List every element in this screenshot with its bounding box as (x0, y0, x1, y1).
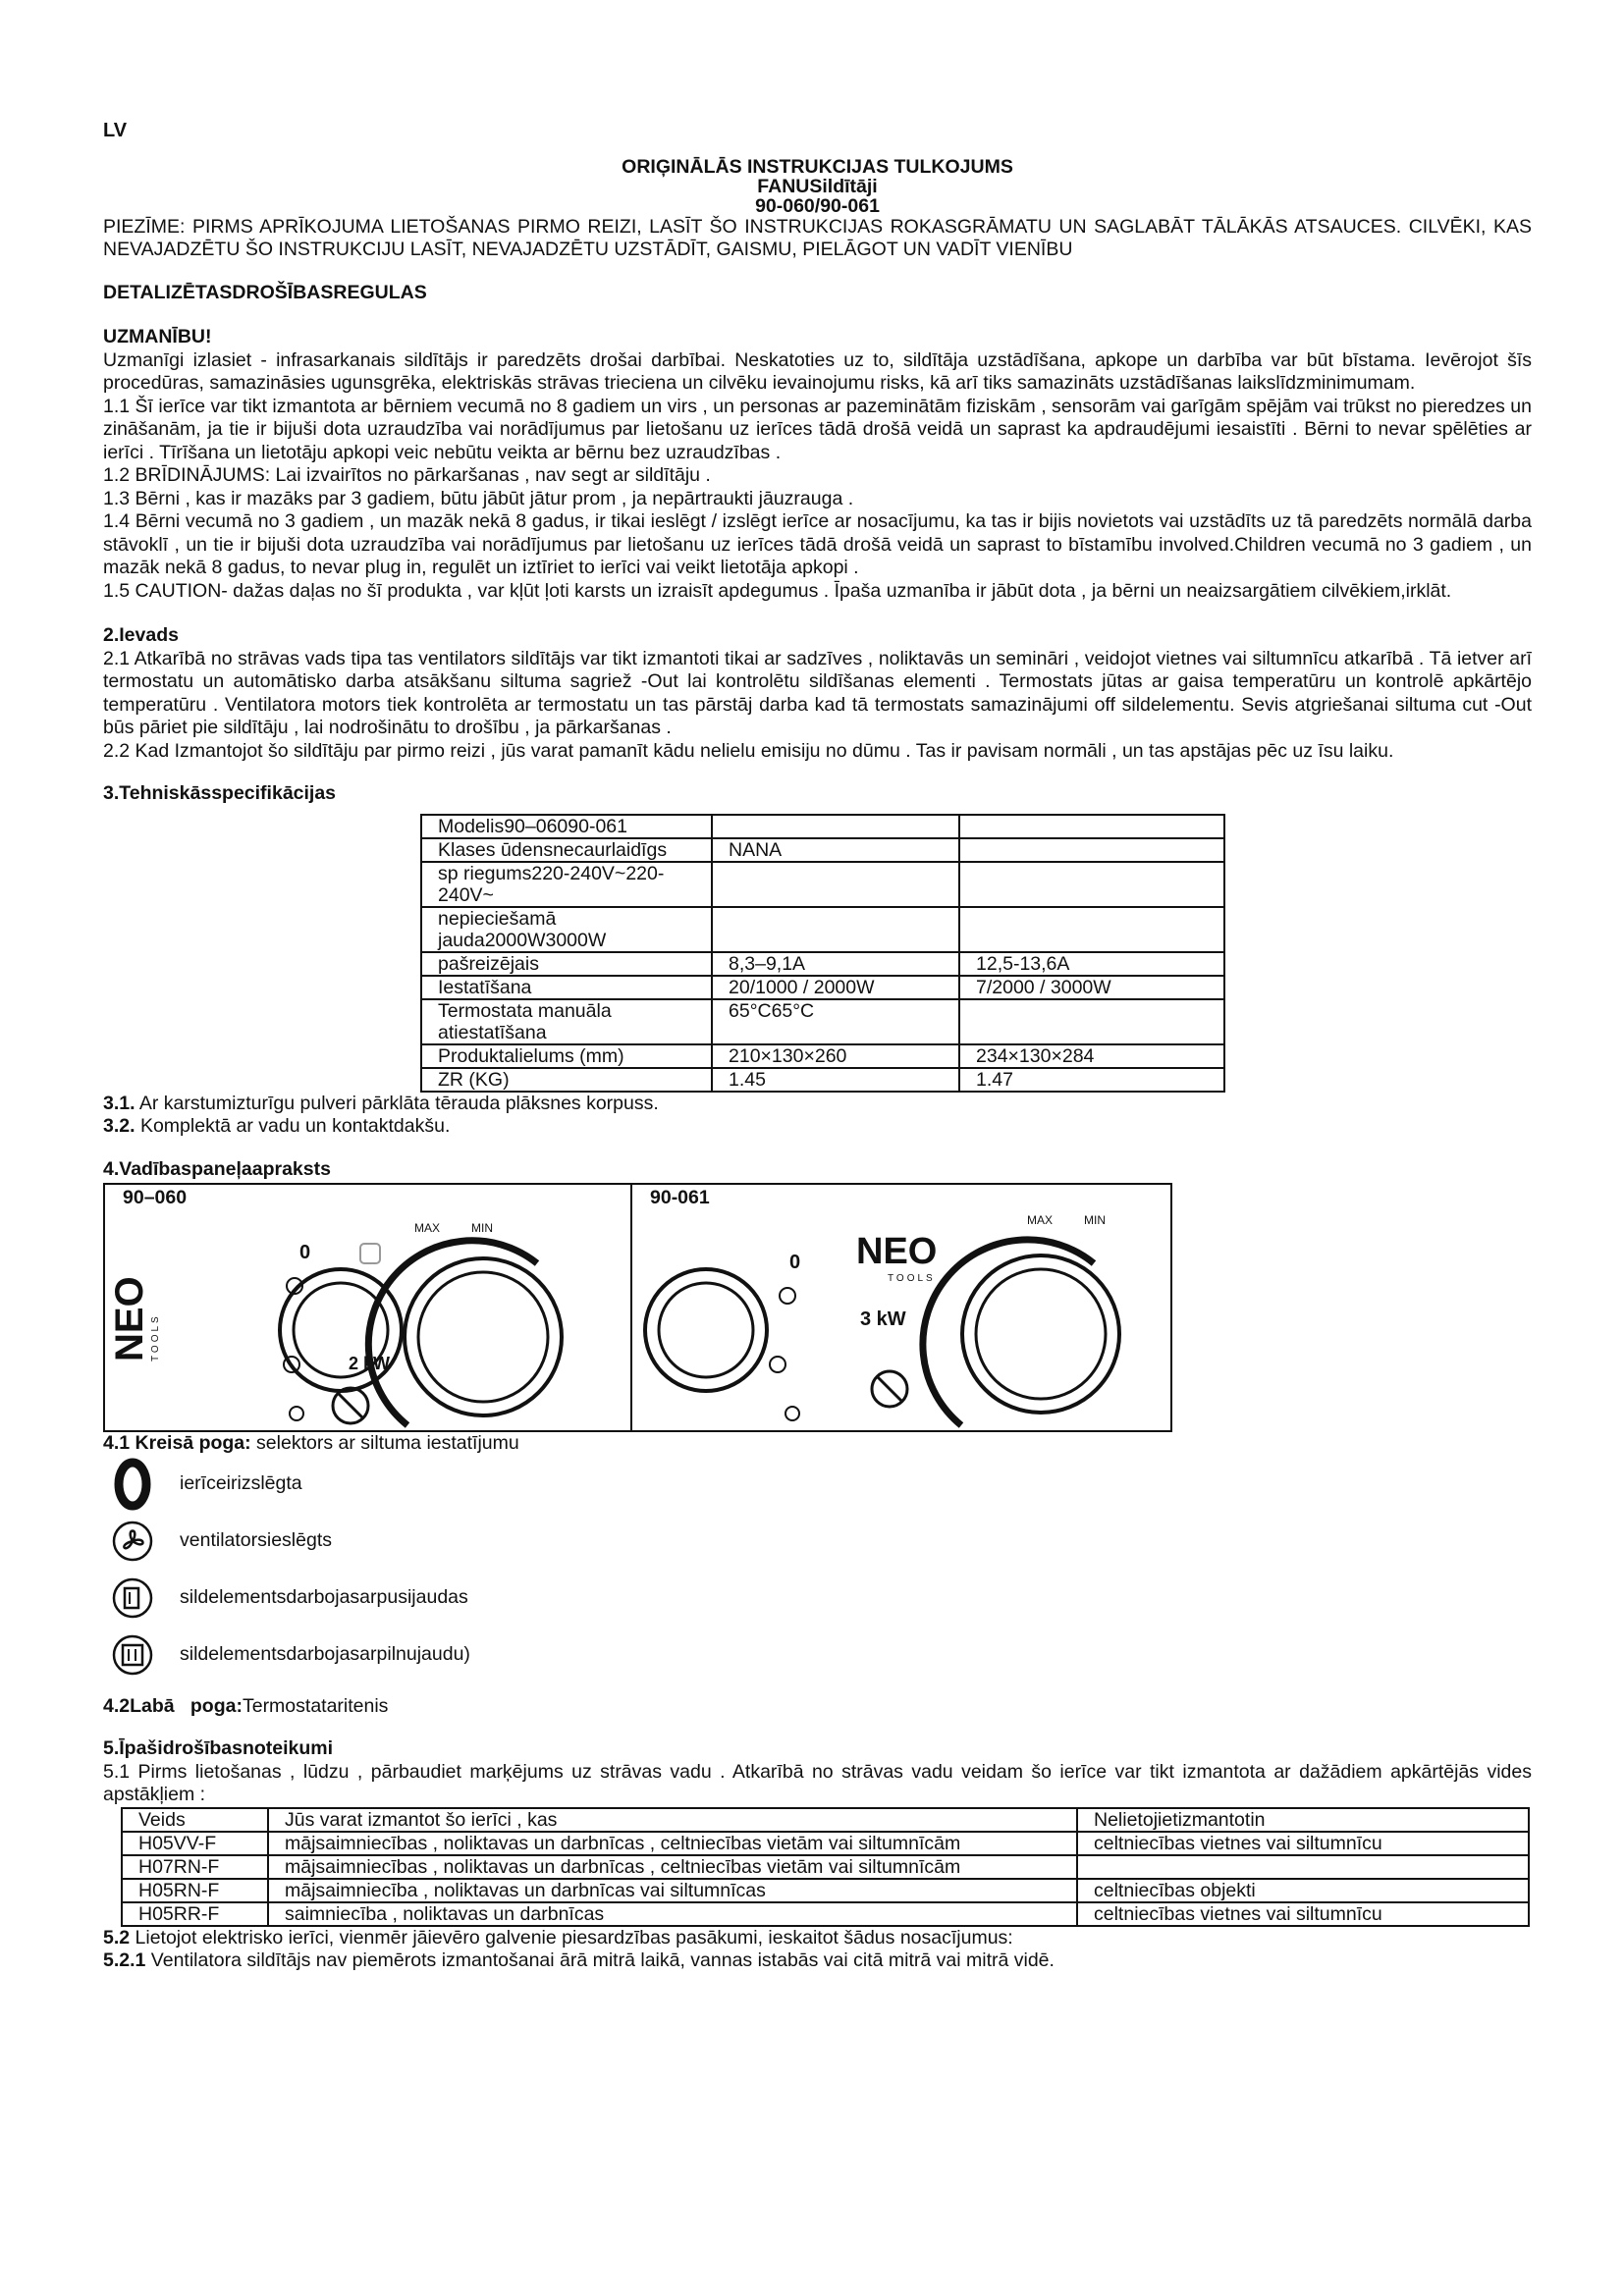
spec-cell: Klases ūdensnecaurlaidīgs (421, 838, 712, 862)
document-page (103, 120, 1532, 1973)
document-title (103, 157, 1532, 216)
spec-row (421, 838, 1224, 862)
cable-cell: H07RN-F (122, 1855, 268, 1879)
left-knob-num: 4.1 Kreisā poga: (103, 1432, 251, 1454)
cable-cell: H05RN-F (122, 1879, 268, 1902)
right-knob-text: Termostataritenis (242, 1694, 389, 1717)
spec-cell: 234×130×284 (959, 1044, 1224, 1068)
max-label: MAX (414, 1221, 441, 1235)
spec-cell: 12,5-13,6A (959, 952, 1224, 976)
left-knob-text: selektors ar siltuma iestatījumu (250, 1432, 519, 1454)
spec-cell: nepieciešamā jauda2000W3000W (421, 907, 712, 952)
right-knob-num2: poga: (189, 1694, 243, 1717)
spec-cell: 1.45 (712, 1068, 959, 1092)
spec-heading: 3.Tehniskāsspecifikācijas (103, 782, 337, 804)
cable-cell: mājsaimniecības , noliktavas un darbnīcas , celtniecības vietām vai siltumnīcām (268, 1832, 1077, 1855)
spec-cell (959, 838, 1224, 862)
cable-row (122, 1902, 1529, 1926)
spec-row (421, 976, 1224, 999)
spec-cell: 7/2000 / 3000W (959, 976, 1224, 999)
panel-label: 90-061 (650, 1187, 710, 1208)
legend-text: sildelementsdarbojasarpusijaudas (180, 1585, 468, 1608)
half-heat-mark-icon (770, 1357, 785, 1372)
fan-icon (103, 1520, 162, 1563)
safety-5-2-text: Lietojot elektrisko ierīci, vienmēr jāievēro galvenie piesardzības pasākumi, ieskaitot šādus nosacījumus: (130, 1926, 1013, 1949)
legend-item (103, 1456, 1532, 1513)
spec-note-num: 3.1. (103, 1092, 135, 1114)
cable-cell: saimniecība , noliktavas un darbnīcas (268, 1902, 1077, 1926)
spec-note-text: Ar karstumizturīgu pulveri pārklāta tērauda plāksnes korpuss. (135, 1092, 659, 1114)
cable-row (122, 1832, 1529, 1855)
tools-logo: TOOLS (888, 1273, 936, 1284)
panel-label: 90–060 (123, 1187, 188, 1208)
power-label: 2 kW (349, 1354, 391, 1373)
panel-90-060-drawing (105, 1185, 630, 1430)
neo-logo: NEO (108, 1276, 151, 1362)
heat-selector-knob (645, 1269, 767, 1391)
spec-cell (712, 862, 959, 907)
right-knob-desc (103, 1695, 1532, 1719)
spec-cell: 20/1000 / 2000W (712, 976, 959, 999)
right-knob-num: 4.2Labā (103, 1694, 175, 1717)
legend-text: ventilatorsieslēgts (180, 1528, 332, 1551)
cable-table (121, 1807, 1530, 1927)
cable-cell: mājsaimniecības , noliktavas un darbnīcas , celtniecības vietām vai siltumnīcām (268, 1855, 1077, 1879)
title-line-3: 90-060/90-061 (755, 194, 880, 217)
title-line-2: FANUSildītāji (757, 175, 878, 197)
spec-note-3-2 (103, 1115, 1532, 1139)
cable-cell: celtniecības objekti (1077, 1879, 1529, 1902)
rule-1-2: 1.2 BRĪDINĀJUMS: Lai izvairītos no pārkaršanas , nav segt ar sildītāju . (103, 464, 711, 486)
spec-cell: Termostata manuāla atiestatīšana (421, 999, 712, 1044)
notice-paragraph: PIEZĪME: PIRMS APRĪKOJUMA LIETOŠANAS PIRMO REIZI, LASĪT ŠO INSTRUKCIJAS ROKASGRĀMATU UN SAGLABĀT TĀLĀKĀS ATSAUCES. CILVĒKI, KAS NEVAJADZĒTU ŠO INSTRUKCIJU LASĪT, NEVAJADZĒTU UZSTĀDĪT, GAISMU, PIELĀGOT UN VADĪT VIENĪBU (103, 215, 1532, 260)
cable-header-cell: Jūs varat izmantot šo ierīci , kas (268, 1808, 1077, 1832)
spec-note-3-1 (103, 1093, 1532, 1116)
spec-cell (959, 999, 1224, 1044)
spec-cell: sp riegums220-240V~220-240V~ (421, 862, 712, 907)
neo-logo: NEO (856, 1231, 938, 1272)
title-line-1: ORIĢINĀLĀS INSTRUKCIJAS TULKOJUMS (622, 155, 1013, 178)
spec-cell: NANA (712, 838, 959, 862)
panel-heading: 4.Vadībaspaneļaapraksts (103, 1157, 331, 1180)
safety-5-2-1-text: Ventilatora sildītājs nav piemērots izmantošanai ārā mitrā laikā, vannas istabās vai citā mitrā vai mitrā vidē. (145, 1949, 1055, 1971)
legend-text: sildelementsdarbojasarpilnujaudu) (180, 1642, 470, 1665)
legend-item (103, 1513, 1532, 1570)
cable-header-row (122, 1808, 1529, 1832)
no-cover-slash (338, 1393, 363, 1418)
spec-row (421, 1044, 1224, 1068)
legend-item (103, 1570, 1532, 1627)
spec-cell (959, 815, 1224, 838)
tools-logo: TOOLS (150, 1313, 161, 1362)
cable-cell: H05VV-F (122, 1832, 268, 1855)
safety-5-2 (103, 1927, 1532, 1950)
cable-cell: mājsaimniecība , noliktavas un darbnīcas vai siltumnīcas (268, 1879, 1077, 1902)
rule-1-3: 1.3 Bērni , kas ir mazāks par 3 gadiem, būtu jābūt jātur prom , ja nepārtraukti jāuzrauga . (103, 487, 854, 509)
spec-cell: pašreizējais (421, 952, 712, 976)
min-label: MIN (1084, 1213, 1106, 1227)
min-label: MIN (471, 1221, 493, 1235)
intro-2-1: 2.1 Atkarībā no strāvas vads tipa tas ventilators sildītājs var tikt izmantoti tikai ar sadzīves , noliktavās un semināri , veidojot vietnes vai siltumnīcu atkarībā . Tā ietver arī termostatu un automātisko darba atsākšanu siltuma sagriež -Out lai kontrolētu sildīšanas elementi . Termostats jūtas ar gaisa temperatūru un kontrolē apkārtējo temperatūru . Ventilatora motors tiek kontrolēta ar termostatu un tas pārstāj darba kad tā termostats samazinājumi off sildelementu. Sevis atgriešanai siltuma cut -Out būs pāriet pie sildītāju , lai nodrošinātu to drošību , ja pārkaršanas . (103, 647, 1532, 738)
spec-cell: 8,3–9,1A (712, 952, 959, 976)
spec-cell (712, 907, 959, 952)
safety-5-2-1 (103, 1949, 1532, 1973)
max-label: MAX (1027, 1213, 1054, 1227)
power-label: 3 kW (860, 1308, 906, 1330)
half-heat-icon (103, 1576, 162, 1620)
spec-row (421, 999, 1224, 1044)
spec-row (421, 815, 1224, 838)
cable-header-cell: Veids (122, 1808, 268, 1832)
spec-cell: 65°C65°C (712, 999, 959, 1044)
spec-cell: Iestatīšana (421, 976, 712, 999)
off-marker-icon (360, 1244, 380, 1263)
cable-cell: celtniecības vietnes vai siltumnīcu (1077, 1832, 1529, 1855)
spec-cell: Produktalielums (mm) (421, 1044, 712, 1068)
knob-zero-label: 0 (299, 1242, 311, 1263)
spec-note-text: Komplektā ar vadu un kontaktdakšu. (135, 1115, 451, 1137)
cable-cell: H05RR-F (122, 1902, 268, 1926)
safety-5-1: 5.1 Pirms lietošanas , lūdzu , pārbaudiet marķējums uz strāvas vadu . Atkarībā no strāvas vadu veidam šo ierīce var tikt izmantota ar dažādiem apkārtējās vides apstākļiem : (103, 1760, 1532, 1805)
intro-2-2: 2.2 Kad Izmantojot šo sildītāju par pirmo reizi , jūs varat pamanīt kādu nelielu emisiju no dūmu . Tas ir pavisam normāli , un tas apstājas pēc uz īsu laiku. (103, 739, 1394, 762)
cable-cell (1077, 1855, 1529, 1879)
legend-text: ierīceirizslēgta (180, 1471, 302, 1494)
spec-table (420, 814, 1225, 1093)
intro-heading: 2.Ievads (103, 624, 179, 646)
language-code: LV (103, 120, 128, 141)
thermostat-arc (923, 1240, 1094, 1425)
spec-cell (959, 862, 1224, 907)
left-knob-desc (103, 1432, 1532, 1456)
spec-row (421, 907, 1224, 952)
safety-heading: DETALIZĒTASDROŠĪBASREGULAS (103, 281, 427, 303)
spec-cell: 210×130×260 (712, 1044, 959, 1068)
knob-zero-label: 0 (789, 1252, 801, 1273)
spec-cell (712, 815, 959, 838)
rule-1-4: 1.4 Bērni vecumā no 3 gadiem , un mazāk nekā 8 gadus, ir tikai ieslēgt / izslēgt ierīce ar nosacījumu, ka tas ir bijis novietots vai uzstādīts uz tā paredzēts normālā darba stāvoklī , un tie ir bijuši dota uzraudzība vai norādījumus par lietošanu uz ierīces tādā drošā veidā un saprast to bīstamību involved.Children vecumā no 3 gadiem , un mazāk nekā 8 gadus, to nevar plug in, regulēt un iztīriet to ierīci vai veikt lietotāja apkopi . (103, 510, 1532, 578)
thermostat-knob-inner (976, 1269, 1106, 1399)
spec-row (421, 1068, 1224, 1092)
control-panels (103, 1183, 1532, 1432)
spec-cell: 1.47 (959, 1068, 1224, 1092)
caution-paragraph: Uzmanīgi izlasiet - infrasarkanais sildītājs ir paredzēts drošai darbībai. Neskatoties uz to, sildītāja uzstādīšana, apkope un darbība var būt bīstama. Ievērojot šīs procedūras, samazināsies ugunsgrēka, elektriskās strāvas trieciena un cilvēku ievainojumu risks, kā arī tiks samazināts uzstādīšanas laikslīdzminimumam. (103, 348, 1532, 394)
cable-row (122, 1879, 1529, 1902)
safety-5-2-1-num: 5.2.1 (103, 1949, 146, 1971)
cable-header-cell: Nelietojietizmantotin (1077, 1808, 1529, 1832)
cable-row (122, 1855, 1529, 1879)
safety-rules-heading: 5.Īpašidrošībasnoteikumi (103, 1737, 334, 1759)
heat-selector-knob-inner (659, 1283, 753, 1377)
panel-90-060 (103, 1183, 632, 1432)
legend-list (103, 1456, 1532, 1683)
spec-note-num: 3.2. (103, 1115, 135, 1137)
thermostat-knob (405, 1258, 562, 1415)
spec-row (421, 952, 1224, 976)
legend-item (103, 1627, 1532, 1683)
thermostat-knob-inner (418, 1272, 548, 1402)
fan-mark-icon (780, 1288, 795, 1304)
panel-90-061 (630, 1183, 1172, 1432)
full-heat-icon (103, 1633, 162, 1677)
panel-90-061-drawing (632, 1185, 1170, 1430)
spec-cell: ZR (KG) (421, 1068, 712, 1092)
full-heat-mark-icon (785, 1407, 799, 1420)
full-heat-mark-icon (290, 1407, 303, 1420)
rule-1-1: 1.1 Šī ierīce var tikt izmantota ar bērniem vecumā no 8 gadiem un virs , un personas ar pazeminātām fiziskām , sensorām vai garīgām spējām vai trūkst no pieredzes un zināšanām, ja tie ir bijuši dota uzraudzība vai norādījumus par lietošanu uz ierīces tādā drošā veidā un saprast ka apdraudējumi iesaistīti . Bērni to nevar spēlēties ar ierīci . Tīrīšana un lietotāju apkopi veic nebūtu veikta ar bērnu bez uzraudzības . (103, 395, 1532, 463)
no-cover-slash (877, 1376, 902, 1402)
spec-cell: Modelis90–06090-061 (421, 815, 712, 838)
rule-1-5: 1.5 CAUTION- dažas daļas no šī produkta , var kļūt ļoti karsts un izraisīt apdegumus . Īpaša uzmanība ir jābūt dota , ja bērni un neaizsargātiem cilvēkiem,irklāt. (103, 579, 1452, 602)
spec-cell (959, 907, 1224, 952)
safety-5-2-num: 5.2 (103, 1926, 131, 1949)
cable-cell: celtniecības vietnes vai siltumnīcu (1077, 1902, 1529, 1926)
zero-icon (103, 1458, 162, 1511)
thermostat-arc (368, 1241, 537, 1425)
thermostat-knob (962, 1255, 1119, 1413)
spec-row (421, 862, 1224, 907)
caution-heading: UZMANĪBU! (103, 326, 212, 347)
